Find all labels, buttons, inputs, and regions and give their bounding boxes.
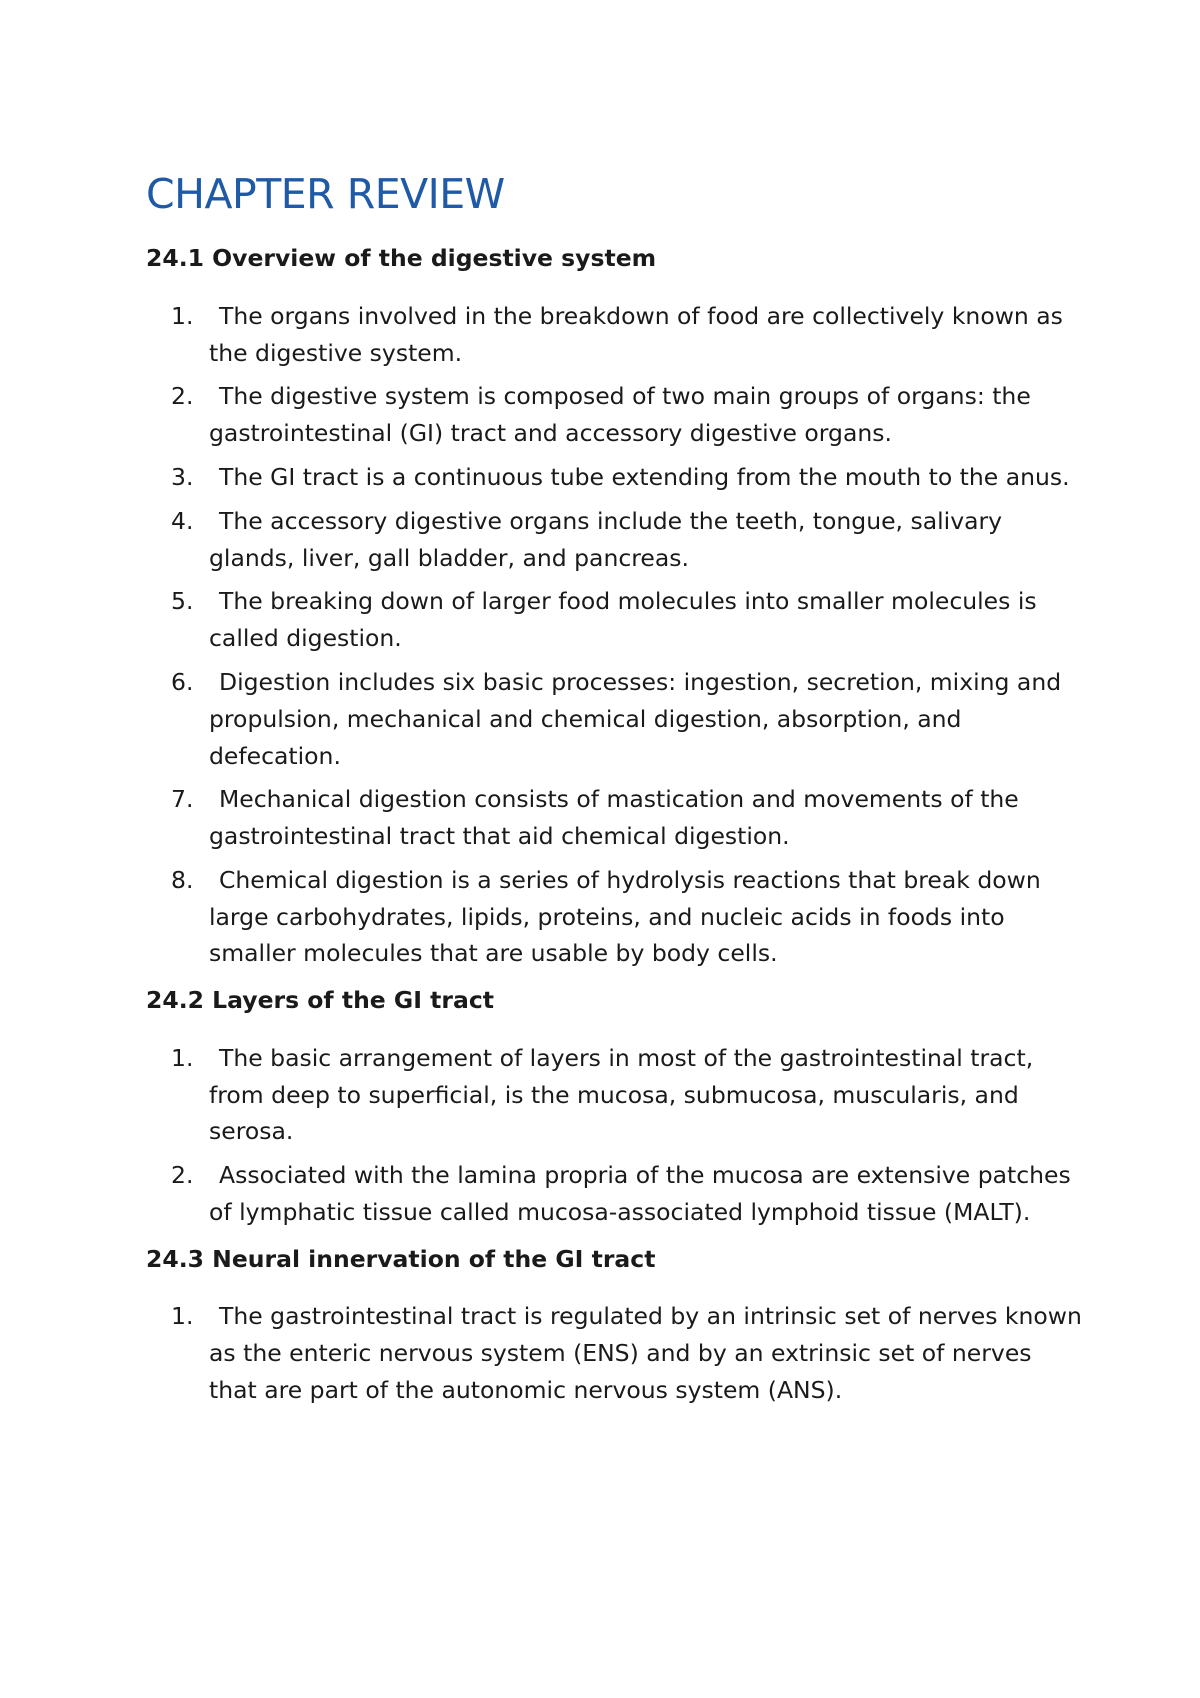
- item-number: 1.: [171, 301, 194, 330]
- section-heading: 24.2 Layers of the GI tract: [146, 986, 494, 1015]
- document-page: [146, 170, 1086, 1416]
- item-number: 6.: [171, 667, 194, 696]
- section-heading: 24.3 Neural innervation of the GI tract: [146, 1244, 656, 1273]
- section-24-1: [146, 243, 1086, 972]
- item-number: 4.: [171, 506, 194, 535]
- list-item: [146, 583, 1086, 657]
- list-item: [146, 1298, 1086, 1408]
- item-text: The digestive system is composed of two main groups of organs: the gastrointestinal (GI) tract and accessory digestive organs.: [209, 382, 1031, 448]
- item-text: Chemical digestion is a series of hydrolysis reactions that break down large carbohydrates, lipids, proteins, and nucleic acids in foods into smaller molecules that are usable by body cells.: [209, 865, 1041, 968]
- item-text: The GI tract is a continuous tube extending from the mouth to the anus.: [219, 462, 1070, 491]
- item-text: The breaking down of larger food molecules into smaller molecules is called digestion.: [209, 587, 1037, 653]
- list-item: [146, 503, 1086, 577]
- item-text: The gastrointestinal tract is regulated by an intrinsic set of nerves known as the enteric nervous system (ENS) and by an extrinsic set of nerves that are part of the autonomic nervous system (ANS).: [209, 1302, 1082, 1404]
- item-text: The accessory digestive organs include the teeth, tongue, salivary glands, liver, gall bladder, and pancreas.: [209, 506, 1003, 572]
- item-number: 1.: [171, 1043, 194, 1072]
- list-item: [146, 378, 1086, 452]
- review-list: [146, 1040, 1086, 1231]
- item-text: The basic arrangement of layers in most of the gastrointestinal tract, from deep to superficial, is the mucosa, submucosa, muscularis, and serosa.: [209, 1043, 1034, 1146]
- chapter-title: CHAPTER REVIEW: [146, 170, 505, 218]
- item-number: 1.: [171, 1302, 194, 1331]
- item-number: 2.: [171, 1161, 194, 1190]
- list-item: [146, 862, 1086, 972]
- item-number: 7.: [171, 785, 194, 814]
- item-number: 2.: [171, 382, 194, 411]
- review-list: [146, 1298, 1086, 1408]
- section-heading: 24.1 Overview of the digestive system: [146, 244, 657, 273]
- list-item: [146, 1040, 1086, 1150]
- list-item: [146, 298, 1086, 372]
- item-text: Digestion includes six basic processes: ingestion, secretion, mixing and propulsion, mechanical and chemical digestion, absorption, and defecation.: [209, 667, 1062, 770]
- review-list: [146, 298, 1086, 973]
- list-item: [146, 1157, 1086, 1231]
- list-item: [146, 459, 1086, 496]
- item-text: Associated with the lamina propria of the mucosa are extensive patches of lymphatic tissue called mucosa-associated lymphoid tissue (MALT).: [209, 1161, 1071, 1227]
- item-text: Mechanical digestion consists of mastication and movements of the gastrointestinal tract that aid chemical digestion.: [209, 785, 1019, 851]
- item-number: 8.: [171, 865, 194, 894]
- item-text: The organs involved in the breakdown of food are collectively known as the digestive system.: [209, 301, 1063, 367]
- item-number: 3.: [171, 462, 194, 491]
- list-item: [146, 664, 1086, 774]
- section-24-2: [146, 985, 1086, 1231]
- section-24-3: [146, 1244, 1086, 1409]
- list-item: [146, 781, 1086, 855]
- item-number: 5.: [171, 587, 194, 616]
